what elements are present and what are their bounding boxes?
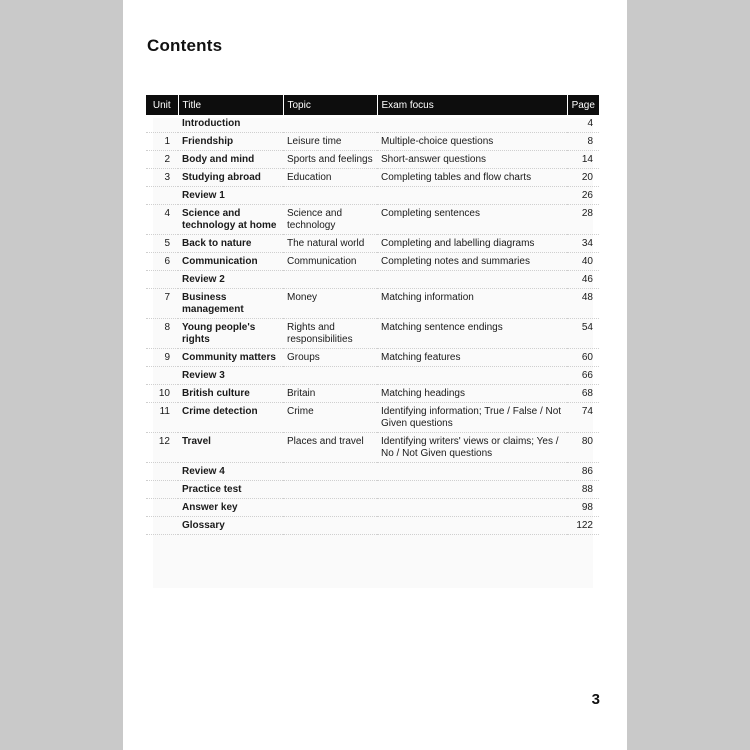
page-cell: 26 [567, 187, 599, 205]
table-row [146, 289, 599, 319]
page-cell: 48 [567, 289, 599, 319]
title-cell: British culture [178, 385, 283, 403]
title-cell: Friendship [178, 133, 283, 151]
title-cell: Review 1 [178, 187, 283, 205]
topic-cell [283, 115, 377, 133]
table-row [146, 433, 599, 463]
exam-focus-cell: Matching information [377, 289, 567, 319]
contents-table [146, 95, 599, 535]
table-row [146, 133, 599, 151]
table-row [146, 319, 599, 349]
exam-focus-cell [377, 463, 567, 481]
header-title: Title [178, 95, 283, 115]
table-row [146, 385, 599, 403]
page-cell: 4 [567, 115, 599, 133]
topic-cell: Sports and feelings [283, 151, 377, 169]
title-cell: Travel [178, 433, 283, 463]
unit-cell: 4 [146, 205, 178, 235]
page-cell: 60 [567, 349, 599, 367]
title-cell: Crime detection [178, 403, 283, 433]
title-cell: Body and mind [178, 151, 283, 169]
topic-cell: Leisure time [283, 133, 377, 151]
unit-cell: 2 [146, 151, 178, 169]
table-row [146, 115, 599, 133]
exam-focus-cell: Multiple-choice questions [377, 133, 567, 151]
page-cell: 46 [567, 271, 599, 289]
table-row [146, 403, 599, 433]
exam-focus-cell [377, 187, 567, 205]
title-cell: Science and technology at home [178, 205, 283, 235]
table-row [146, 349, 599, 367]
page-cell: 8 [567, 133, 599, 151]
header-row [146, 95, 599, 115]
title-cell: Glossary [178, 517, 283, 535]
exam-focus-cell: Matching headings [377, 385, 567, 403]
topic-cell: Communication [283, 253, 377, 271]
topic-cell [283, 187, 377, 205]
table-row [146, 187, 599, 205]
unit-cell [146, 115, 178, 133]
header-topic: Topic [283, 95, 377, 115]
table-row [146, 481, 599, 499]
page-cell: 88 [567, 481, 599, 499]
unit-cell: 8 [146, 319, 178, 349]
page-cell: 86 [567, 463, 599, 481]
table-row [146, 151, 599, 169]
page-cell: 122 [567, 517, 599, 535]
exam-focus-cell [377, 367, 567, 385]
exam-focus-cell: Identifying information; True / False / Not Given questions [377, 403, 567, 433]
topic-cell: Money [283, 289, 377, 319]
table-row [146, 253, 599, 271]
page-cell: 68 [567, 385, 599, 403]
topic-cell [283, 499, 377, 517]
table-row [146, 271, 599, 289]
table-row [146, 517, 599, 535]
page-cell: 98 [567, 499, 599, 517]
topic-cell: Science and technology [283, 205, 377, 235]
document-page [123, 0, 627, 750]
title-cell: Communication [178, 253, 283, 271]
exam-focus-cell [377, 481, 567, 499]
unit-cell: 3 [146, 169, 178, 187]
topic-cell [283, 463, 377, 481]
page-number: 3 [591, 691, 600, 708]
unit-cell: 9 [146, 349, 178, 367]
unit-cell: 12 [146, 433, 178, 463]
contents-table-body [146, 115, 599, 535]
topic-cell [283, 481, 377, 499]
unit-cell [146, 367, 178, 385]
page-cell: 14 [567, 151, 599, 169]
exam-focus-cell: Completing sentences [377, 205, 567, 235]
unit-cell [146, 271, 178, 289]
title-cell: Introduction [178, 115, 283, 133]
exam-focus-cell [377, 517, 567, 535]
unit-cell [146, 481, 178, 499]
unit-cell [146, 187, 178, 205]
unit-cell [146, 463, 178, 481]
exam-focus-cell: Completing notes and summaries [377, 253, 567, 271]
page-cell: 80 [567, 433, 599, 463]
exam-focus-cell: Completing and labelling diagrams [377, 235, 567, 253]
page-cell: 66 [567, 367, 599, 385]
topic-cell: The natural world [283, 235, 377, 253]
topic-cell: Britain [283, 385, 377, 403]
topic-cell: Groups [283, 349, 377, 367]
topic-cell: Education [283, 169, 377, 187]
title-cell: Practice test [178, 481, 283, 499]
page-cell: 34 [567, 235, 599, 253]
page-title: Contents [147, 36, 223, 55]
exam-focus-cell: Short-answer questions [377, 151, 567, 169]
topic-cell [283, 271, 377, 289]
title-cell: Community matters [178, 349, 283, 367]
table-row [146, 205, 599, 235]
table-row [146, 499, 599, 517]
title-cell: Back to nature [178, 235, 283, 253]
page-cell: 28 [567, 205, 599, 235]
page-cell: 54 [567, 319, 599, 349]
exam-focus-cell: Identifying writers' views or claims; Yes / No / Not Given questions [377, 433, 567, 463]
title-cell: Answer key [178, 499, 283, 517]
topic-cell [283, 367, 377, 385]
header-exam-focus: Exam focus [377, 95, 567, 115]
unit-cell: 6 [146, 253, 178, 271]
title-cell: Studying abroad [178, 169, 283, 187]
exam-focus-cell [377, 115, 567, 133]
page-cell: 40 [567, 253, 599, 271]
exam-focus-cell: Matching sentence endings [377, 319, 567, 349]
exam-focus-cell: Matching features [377, 349, 567, 367]
unit-cell: 5 [146, 235, 178, 253]
topic-cell: Crime [283, 403, 377, 433]
unit-cell: 11 [146, 403, 178, 433]
table-row [146, 367, 599, 385]
unit-cell [146, 499, 178, 517]
title-cell: Business management [178, 289, 283, 319]
topic-cell: Places and travel [283, 433, 377, 463]
topic-cell: Rights and responsibilities [283, 319, 377, 349]
title-cell: Review 2 [178, 271, 283, 289]
page-cell: 74 [567, 403, 599, 433]
header-unit: Unit [146, 95, 178, 115]
table-row [146, 463, 599, 481]
title-cell: Young people's rights [178, 319, 283, 349]
title-cell: Review 4 [178, 463, 283, 481]
table-row [146, 169, 599, 187]
unit-cell [146, 517, 178, 535]
topic-cell [283, 517, 377, 535]
unit-cell: 10 [146, 385, 178, 403]
unit-cell: 7 [146, 289, 178, 319]
title-cell: Review 3 [178, 367, 283, 385]
header-page: Page [567, 95, 599, 115]
table-row [146, 235, 599, 253]
exam-focus-cell: Completing tables and flow charts [377, 169, 567, 187]
unit-cell: 1 [146, 133, 178, 151]
contents-table-header [146, 95, 599, 115]
exam-focus-cell [377, 499, 567, 517]
exam-focus-cell [377, 271, 567, 289]
page-cell: 20 [567, 169, 599, 187]
